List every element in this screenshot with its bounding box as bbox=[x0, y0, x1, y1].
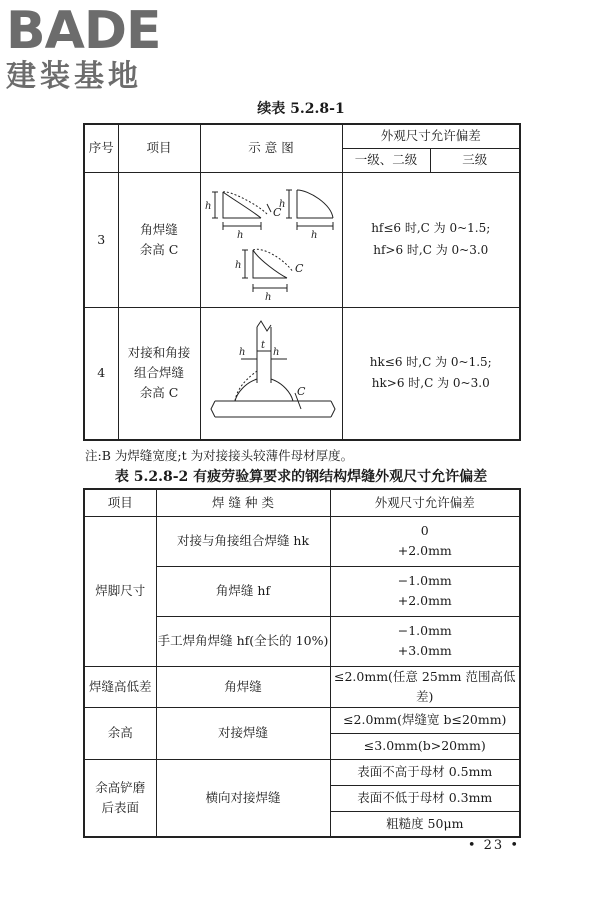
bade-logo bbox=[6, 4, 186, 94]
logo-brand: BADE bbox=[6, 4, 161, 58]
svg-text:C: C bbox=[295, 261, 304, 275]
header-grade-1-2: 一级、二级 bbox=[342, 148, 430, 172]
tolerance-value: −1.0mm +3.0mm bbox=[330, 616, 520, 666]
tolerance-value: −1.0mm +2.0mm bbox=[330, 566, 520, 616]
svg-text:t: t bbox=[261, 340, 266, 352]
ground-surface-label: 余高铲磨 后表面 bbox=[84, 759, 156, 837]
svg-text:h: h bbox=[235, 259, 242, 271]
svg-text:h: h bbox=[265, 291, 272, 303]
weld-type: 手工焊角焊缝 hf(全长的 10%) bbox=[156, 616, 330, 666]
table-row bbox=[84, 666, 520, 707]
tolerance-value: 表面不高于母材 0.5mm bbox=[330, 759, 520, 785]
svg-text:h: h bbox=[273, 347, 280, 359]
svg-text:h: h bbox=[205, 200, 212, 212]
height-diff-label: 焊缝高低差 bbox=[84, 666, 156, 707]
table-row bbox=[84, 172, 520, 307]
svg-text:C: C bbox=[297, 385, 306, 399]
reinforcement-label: 余高 bbox=[84, 707, 156, 759]
svg-text:h: h bbox=[279, 198, 286, 210]
svg-text:C: C bbox=[273, 205, 282, 219]
weld-type: 对接与角接组合焊缝 hk bbox=[156, 516, 330, 566]
page-number: • 23 • bbox=[467, 838, 520, 853]
svg-text:h: h bbox=[311, 229, 318, 241]
table1-note: 注:B 为焊缝宽度;t 为对接接头较薄件母材厚度。 bbox=[85, 448, 354, 463]
row-tolerance: hk≤6 时,C 为 0~1.5; hk>6 时,C 为 0~3.0 bbox=[342, 307, 520, 440]
row-tolerance: hf≤6 时,C 为 0~1.5; hf>6 时,C 为 0~3.0 bbox=[342, 172, 520, 307]
table1-caption: 续表 5.2.8-1 bbox=[257, 101, 345, 117]
header-tolerance: 外观尺寸允许偏差 bbox=[330, 489, 520, 516]
weld-type: 角焊缝 bbox=[156, 666, 330, 707]
header-diagram: 示 意 图 bbox=[200, 124, 342, 172]
table-row bbox=[84, 307, 520, 440]
row-item: 角焊缝 余高 C bbox=[118, 172, 200, 307]
weld-type: 对接焊缝 bbox=[156, 707, 330, 759]
leg-size-label: 焊脚尺寸 bbox=[84, 516, 156, 666]
table-5-2-8-2 bbox=[83, 488, 521, 838]
svg-text:h: h bbox=[239, 347, 246, 359]
tolerance-value: 粗糙度 50μm bbox=[330, 811, 520, 837]
row-seq: 3 bbox=[84, 172, 118, 307]
tolerance-value: 0 +2.0mm bbox=[330, 516, 520, 566]
butt-corner-weld-diagram bbox=[200, 307, 342, 440]
row-item: 对接和角接 组合焊缝 余高 C bbox=[118, 307, 200, 440]
tolerance-value: ≤2.0mm(任意 25mm 范围高低差) bbox=[330, 666, 520, 707]
tolerance-value: 表面不低于母材 0.3mm bbox=[330, 785, 520, 811]
table-row bbox=[84, 759, 520, 785]
table2-caption: 表 5.2.8-2 有疲劳验算要求的钢结构焊缝外观尺寸允许偏差 bbox=[114, 469, 488, 485]
header-grade-3: 三级 bbox=[430, 148, 520, 172]
tolerance-value: ≤3.0mm(b>20mm) bbox=[330, 733, 520, 759]
weld-type: 角焊缝 hf bbox=[156, 566, 330, 616]
logo-subtitle: 建装基地 bbox=[6, 59, 142, 94]
tolerance-value: ≤2.0mm(焊缝宽 b≤20mm) bbox=[330, 707, 520, 733]
table-row bbox=[84, 707, 520, 733]
fillet-weld-diagram bbox=[200, 172, 342, 307]
table-5-2-8-1-continued bbox=[83, 123, 521, 441]
svg-text:h: h bbox=[237, 229, 244, 241]
header-item: 项目 bbox=[118, 124, 200, 172]
header-item: 项目 bbox=[84, 489, 156, 516]
header-type: 焊 缝 种 类 bbox=[156, 489, 330, 516]
table-row bbox=[84, 516, 520, 566]
header-tolerance: 外观尺寸允许偏差 bbox=[342, 124, 520, 148]
weld-type: 横向对接焊缝 bbox=[156, 759, 330, 837]
header-seq: 序号 bbox=[84, 124, 118, 172]
row-seq: 4 bbox=[84, 307, 118, 440]
